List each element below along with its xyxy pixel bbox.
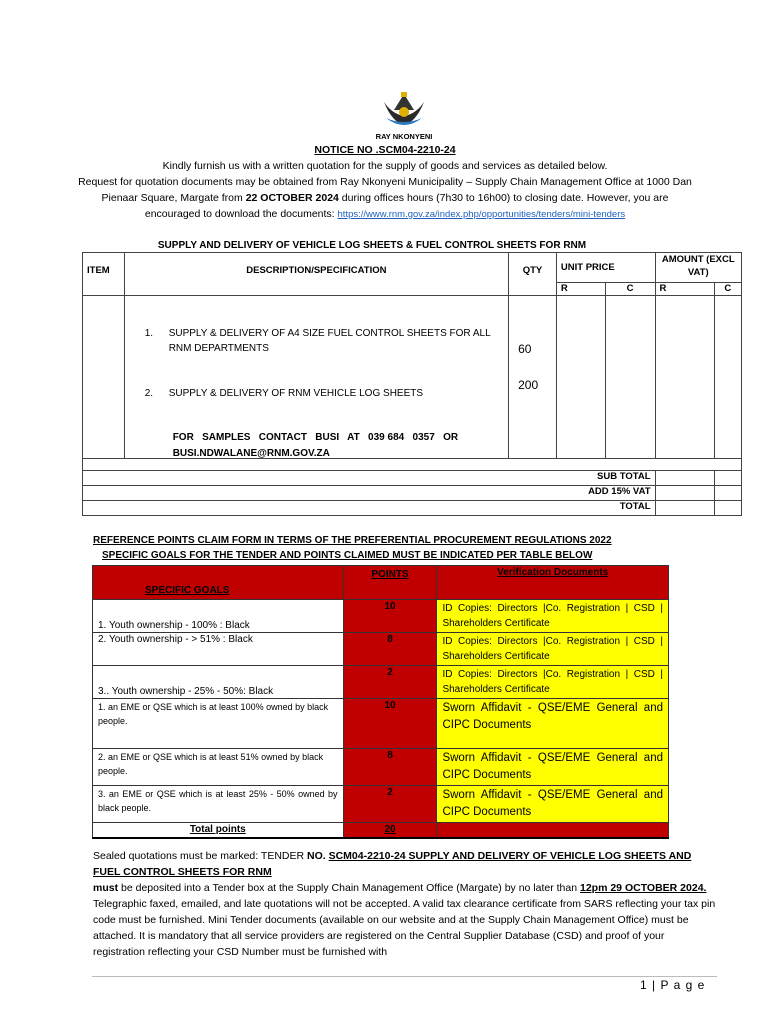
unit-c: C <box>605 283 655 296</box>
sub-total-r[interactable] <box>655 471 714 486</box>
list-item: 1. SUPPLY & DELIVERY OF A4 SIZE FUEL CONTROL SHEETS FOR ALL RNM DEPARTMENTS <box>144 328 491 354</box>
description-cell <box>124 296 508 459</box>
points-value[interactable]: 8 <box>343 749 437 786</box>
verification-docs: Sworn Affidavit - QSE/EME General and CIPC Documents <box>437 699 669 749</box>
table-row: 1. an EME or QSE which is at least 100% owned by black people. <box>93 699 344 749</box>
quotation-title: SUPPLY AND DELIVERY OF VEHICLE LOG SHEETS & FUEL CONTROL SHEETS FOR RNM <box>157 240 587 251</box>
logo-text: RAY NKONYENI <box>375 132 433 141</box>
total-label: TOTAL <box>83 501 656 516</box>
closing-paragraph: Sealed quotations must be marked: TENDER NO. SCM04-2210-24 SUPPLY AND DELIVERY OF VEHICLE LOG SHEETS AND FUEL CONTROL SHEETS FOR RNM must be deposited into a Tender box at the Supply Chain Management Office (Margate) by no later than 12pm 29 OCTOBER 2024. Telegraphic faxed, emailed, and late quotations will not be accepted. A valid tax clearance certificate from SARS reflecting your tax pin code must be furnished. Mini Tender documents (available on our website and at the Supply Chain Management Office) must be attached. It is mandatory that all service providers are registered on the Central Supplier Database (CSD) and proof of your registration reflecting your CSD Number must be furnished with <box>93 850 716 958</box>
unit-r-cell[interactable] <box>556 296 605 459</box>
total-points-label: Total points <box>93 823 344 838</box>
municipal-crest-icon <box>372 92 436 130</box>
page-number: 1 | P a g e <box>640 978 706 992</box>
amount-c: C <box>714 283 741 296</box>
table-row: 3.. Youth ownership - 25% - 50%: Black <box>93 666 344 699</box>
tender-reference: SCM04-2210-24 SUPPLY AND DELIVERY OF VEHICLE LOG SHEETS AND FUEL CONTROL SHEETS FOR RNM <box>93 850 692 878</box>
notice-line-4 <box>0 206 770 223</box>
verification-docs: ID Copies: Directors |Co. Registration | CSD | Shareholders Certificate <box>437 600 669 633</box>
verification-docs: Sworn Affidavit - QSE/EME General and CIPC Documents <box>437 786 669 823</box>
col-amount-header: AMOUNT (EXCL VAT) <box>655 253 741 283</box>
verification-docs: ID Copies: Directors |Co. Registration | CSD | Shareholders Certificate <box>437 666 669 699</box>
total-r[interactable] <box>655 501 714 516</box>
item-cell <box>83 296 125 459</box>
municipality-logo <box>372 92 436 141</box>
points-title-2: SPECIFIC GOALS FOR THE TENDER AND POINTS CLAIMED MUST BE INDICATED PER TABLE BELOW <box>102 550 593 561</box>
col-qty-header: QTY <box>509 253 557 296</box>
points-value[interactable]: 10 <box>343 699 437 749</box>
col-item-header: ITEM <box>83 253 125 296</box>
samples-contact: FOR SAMPLES CONTACT BUSI AT 039 684 0357 OR BUSI.NDWALANE@RNM.GOV.ZA <box>172 432 459 459</box>
sub-total-c[interactable] <box>714 471 741 486</box>
notice-line-3a: Pienaar Square, Margate from <box>101 192 246 204</box>
points-value[interactable]: 8 <box>343 633 437 666</box>
table-row: 2. Youth ownership - > 51% : Black <box>93 633 344 666</box>
vat-label: ADD 15% VAT <box>83 486 656 501</box>
table-row: 1. Youth ownership - 100% : Black <box>93 600 344 633</box>
qty-1: 60 <box>518 342 532 356</box>
verification-docs: ID Copies: Directors |Co. Registration | CSD | Shareholders Certificate <box>437 633 669 666</box>
points-header: POINTS <box>343 566 437 600</box>
table-row: 2. an EME or QSE which is at least 51% owned by black people. <box>93 749 344 786</box>
amount-r-cell[interactable] <box>655 296 714 459</box>
amount-r: R <box>655 283 714 296</box>
points-value[interactable]: 2 <box>343 666 437 699</box>
goals-header: SPECIFIC GOALS <box>93 566 344 600</box>
list-item: 2. SUPPLY & DELIVERY OF RNM VEHICLE LOG SHEETS <box>144 388 424 399</box>
total-points-value: 20 <box>343 823 437 838</box>
amount-c-cell[interactable] <box>714 296 741 459</box>
unit-c-cell[interactable] <box>605 296 655 459</box>
unit-r: R <box>556 283 605 296</box>
notice-line-4-text: encouraged to download the documents: <box>144 208 338 220</box>
notice-line-3 <box>0 190 770 206</box>
issue-date: 22 OCTOBER 2024 <box>245 192 339 204</box>
mini-tenders-link[interactable]: https://www.rnm.gov.za/index.php/opportunities/tenders/mini-tenders <box>337 209 626 220</box>
points-value[interactable]: 2 <box>343 786 437 823</box>
points-value[interactable]: 10 <box>343 600 437 633</box>
table-row: 3. an EME or QSE which is at least 25% - 50% owned by black people. <box>93 786 344 823</box>
sub-total-label: SUB TOTAL <box>83 471 656 486</box>
verification-docs: Sworn Affidavit - QSE/EME General and CIPC Documents <box>437 749 669 786</box>
total-points-empty <box>437 823 669 838</box>
col-unit-price-header: UNIT PRICE <box>556 253 655 283</box>
qty-2: 200 <box>518 378 539 392</box>
footer-divider <box>92 976 717 977</box>
notice-line-2: Request for quotation documents may be obtained from Ray Nkonyeni Municipality – Supply Chain Management Office at 1000 Dan <box>78 176 692 188</box>
vat-r[interactable] <box>655 486 714 501</box>
verification-header: Verification Documents <box>437 566 669 600</box>
points-title-1: REFERENCE POINTS CLAIM FORM IN TERMS OF THE PREFERENTIAL PROCUREMENT REGULATIONS 2022 <box>93 535 612 546</box>
points-table <box>92 565 669 839</box>
total-c[interactable] <box>714 501 741 516</box>
col-desc-header: DESCRIPTION/SPECIFICATION <box>124 253 508 296</box>
notice-number: NOTICE NO .SCM04-2210-24 <box>314 144 456 156</box>
notice-line-3c: during offices hours (7h30 to 16h00) to closing date. However, you are <box>338 192 669 204</box>
closing-date: 12pm 29 OCTOBER 2024. <box>580 882 707 894</box>
quotation-table <box>82 252 742 516</box>
qty-cell <box>509 296 557 459</box>
notice-line-1: Kindly furnish us with a written quotation for the supply of goods and services as detailed below. <box>162 160 608 172</box>
vat-c[interactable] <box>714 486 741 501</box>
